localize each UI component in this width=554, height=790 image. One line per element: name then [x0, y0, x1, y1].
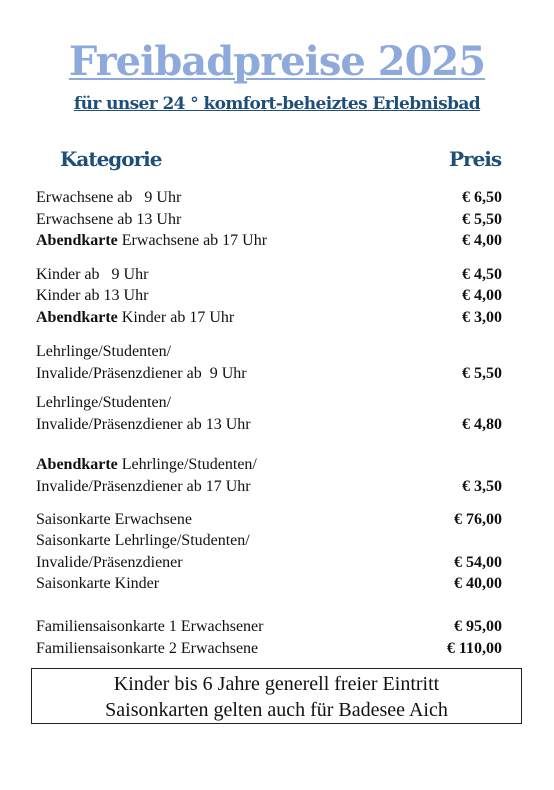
row-price: € 4,00: [462, 232, 502, 249]
row-price: € 5,50: [462, 211, 502, 228]
notice-line-season-pass: Saisonkarten gelten auch für Badesee Aich: [105, 699, 448, 721]
row-price: € 95,00: [454, 618, 502, 635]
price-row: [0, 392, 554, 414]
price-row: [0, 341, 554, 363]
price-row: [0, 414, 554, 436]
price-header: Preis: [449, 147, 502, 171]
row-price: € 4,80: [462, 416, 502, 433]
page-title: Freibadpreise 2025: [68, 38, 486, 85]
row-label: Abendkarte Lehrlinge/Studenten/: [36, 456, 257, 473]
row-label: Abendkarte Kinder ab 17 Uhr: [36, 309, 235, 326]
row-label: Invalide/Präsenzdiener ab 17 Uhr: [36, 478, 251, 495]
row-price: € 4,50: [462, 266, 502, 283]
row-label: Kinder ab 9 Uhr: [36, 266, 149, 283]
price-row: [0, 363, 554, 385]
price-row: [0, 573, 554, 595]
row-price: € 76,00: [454, 511, 502, 528]
row-price: € 6,50: [462, 189, 502, 206]
row-label: Saisonkarte Erwachsene: [36, 511, 192, 528]
price-row: [0, 509, 554, 531]
price-row: [0, 307, 554, 329]
row-label: Saisonkarte Kinder: [36, 575, 160, 592]
row-label: Saisonkarte Lehrlinge/Studenten/: [36, 532, 250, 549]
row-price: € 3,50: [462, 478, 502, 495]
row-price: € 40,00: [454, 575, 502, 592]
price-row: [0, 230, 554, 252]
price-row: [0, 264, 554, 286]
row-label: Erwachsene ab 13 Uhr: [36, 211, 182, 228]
row-label: Familiensaisonkarte 1 Erwachsener: [36, 618, 264, 635]
price-row: [0, 209, 554, 231]
row-price: € 4,00: [462, 287, 502, 304]
notice-line-children: Kinder bis 6 Jahre generell freier Eintritt: [113, 673, 440, 695]
row-label: Invalide/Präsenzdiener: [36, 554, 183, 571]
price-row: [0, 616, 554, 638]
category-header: Kategorie: [60, 147, 162, 171]
price-row: [0, 187, 554, 209]
price-row: [0, 552, 554, 574]
row-price: € 110,00: [446, 640, 502, 657]
row-price: € 5,50: [462, 365, 502, 382]
row-label: Abendkarte Erwachsene ab 17 Uhr: [36, 232, 268, 249]
row-label: Erwachsene ab 9 Uhr: [36, 189, 182, 206]
row-label: Lehrlinge/Studenten/: [36, 343, 172, 360]
row-price: € 3,00: [462, 309, 502, 326]
price-row: [0, 476, 554, 498]
row-label: Kinder ab 13 Uhr: [36, 287, 149, 304]
price-row: [0, 638, 554, 660]
row-price: € 54,00: [454, 554, 502, 571]
notice-box: [31, 668, 522, 724]
price-row: [0, 530, 554, 552]
row-label: Lehrlinge/Studenten/: [36, 394, 172, 411]
row-label: Invalide/Präsenzdiener ab 9 Uhr: [36, 365, 247, 382]
price-row: [0, 454, 554, 476]
row-label: Familiensaisonkarte 2 Erwachsene: [36, 640, 259, 657]
page-subtitle: für unser 24 ° komfort-beheiztes Erlebnisbad: [73, 94, 481, 114]
row-label: Invalide/Präsenzdiener ab 13 Uhr: [36, 416, 251, 433]
price-row: [0, 285, 554, 307]
